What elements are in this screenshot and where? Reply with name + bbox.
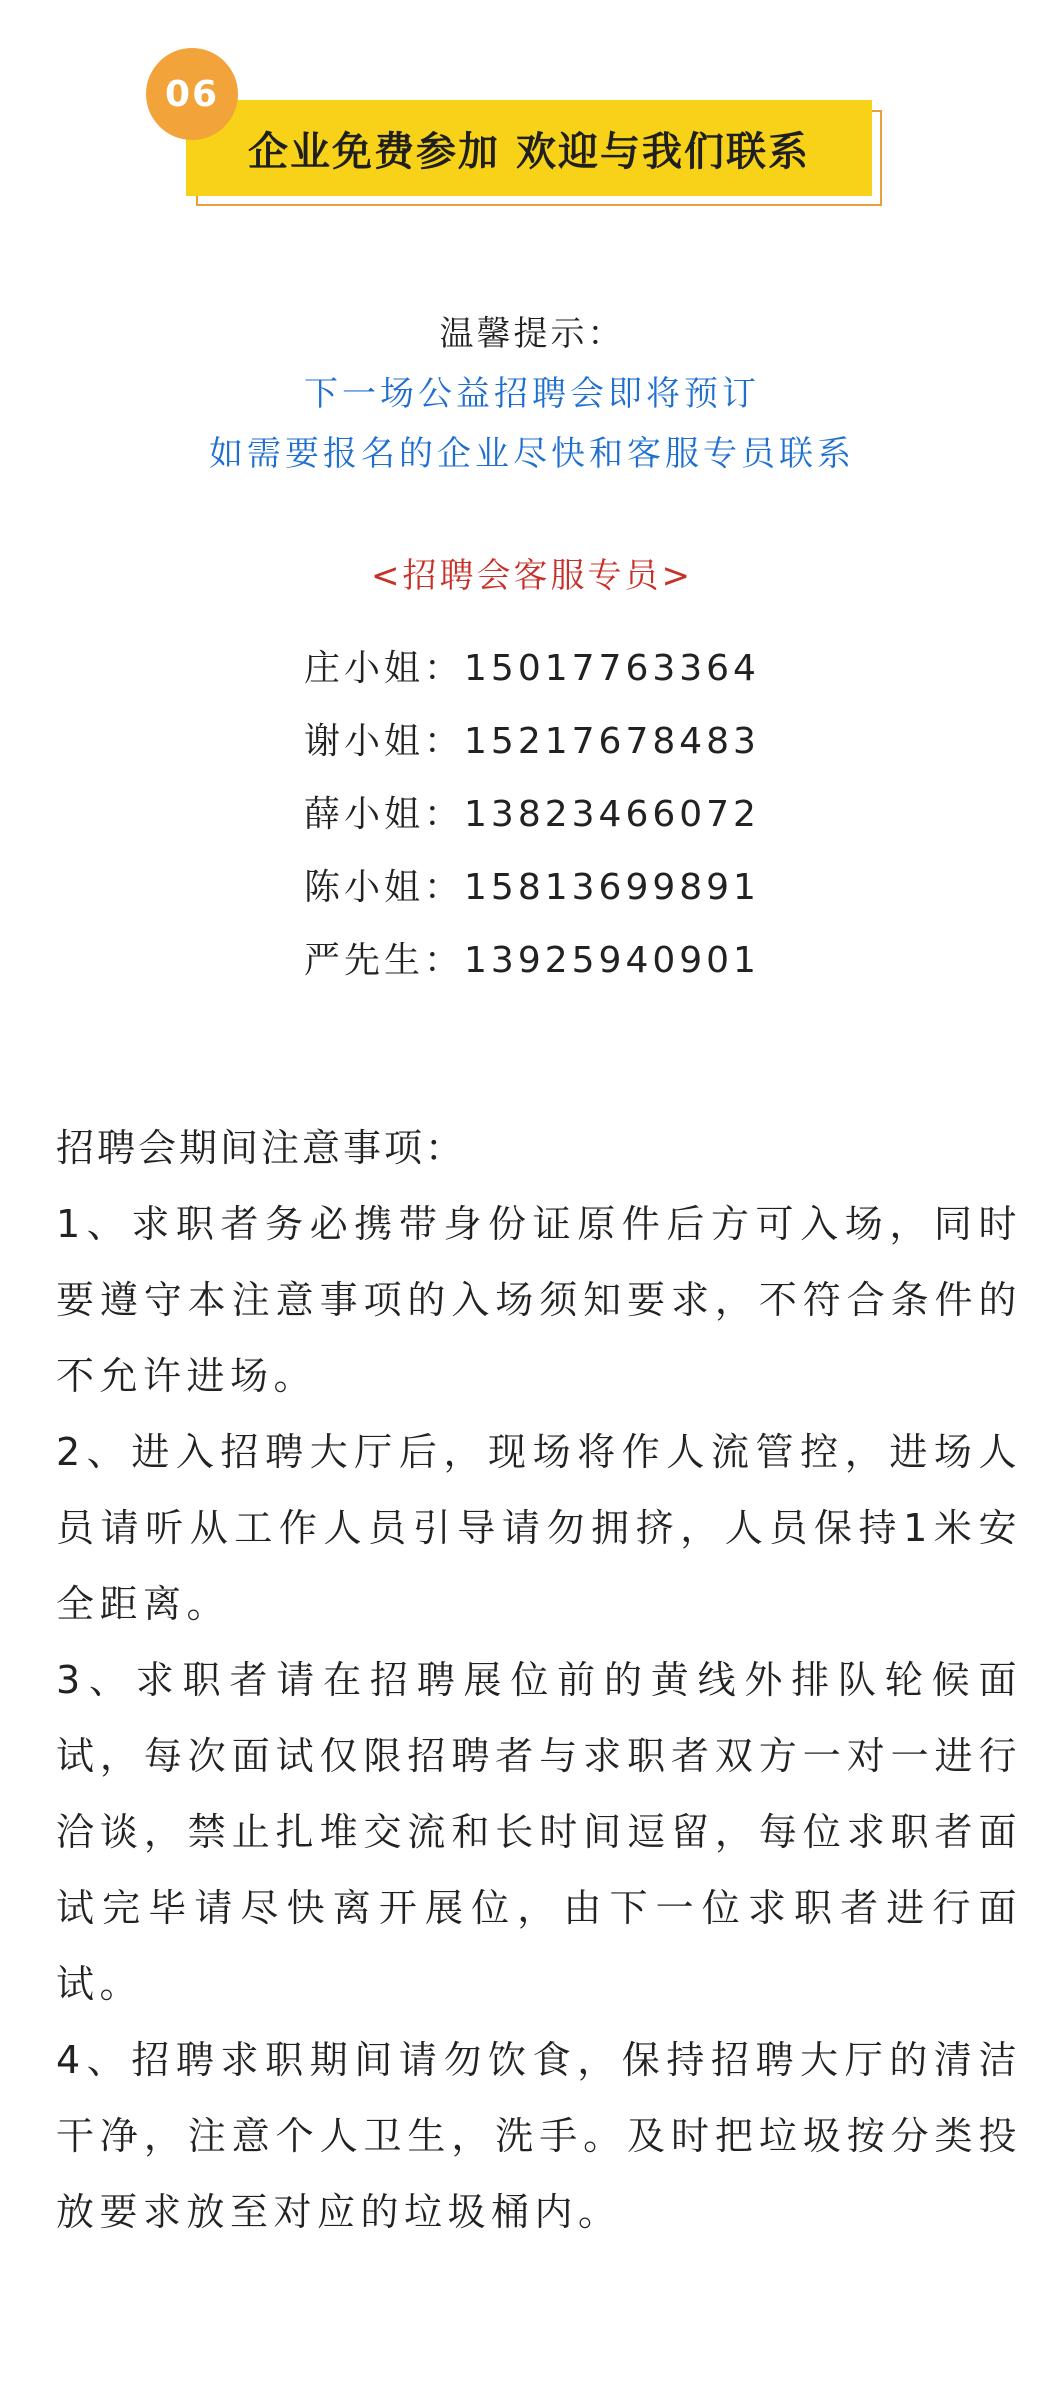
contact-item: 庄小姐：15017763364	[304, 648, 760, 689]
section-header	[164, 48, 886, 212]
note-item: 2、进入招聘大厅后，现场将作人流管控，进场人员请听从工作人员引导请勿拥挤，人员保持1米安全距离。	[56, 1430, 1022, 1626]
note-item: 3、求职者请在招聘展位前的黄线外排队轮候面试，每次面试仅限招聘者与求职者双方一对一进行洽谈，禁止扎堆交流和长时间逗留，每位求职者面试完毕请尽快离开展位，由下一位求职者进行面试。	[56, 1658, 1022, 2006]
note-item: 4、招聘求职期间请勿饮食，保持招聘大厅的清洁干净，注意个人卫生，洗手。及时把垃圾按分类投放要求放至对应的垃圾桶内。	[56, 2038, 1022, 2234]
contact-list	[0, 632, 1064, 997]
tips-title: 温馨提示：	[439, 314, 625, 354]
contact-item: 谢小姐：15217678483	[304, 721, 760, 762]
contact-item: 陈小姐：15813699891	[304, 867, 760, 908]
banner-title: 企业免费参加 欢迎与我们联系	[186, 100, 872, 196]
tips-line-contact-service: 如需要报名的企业尽快和客服专员联系	[209, 434, 855, 474]
service-staff-title: <招聘会客服专员>	[371, 556, 693, 596]
contact-item: 严先生：13925940901	[304, 940, 760, 981]
tips-line-next-fair: 下一场公益招聘会即将预订	[304, 374, 760, 414]
section-number-badge: 06	[146, 48, 238, 140]
notes-section	[56, 1110, 1022, 2250]
contact-item: 薛小姐：13823466072	[304, 794, 760, 835]
notes-title: 招聘会期间注意事项：	[56, 1126, 467, 1170]
note-item: 1、求职者务必携带身份证原件后方可入场，同时要遵守本注意事项的入场须知要求，不符合条件的不允许进场。	[56, 1202, 1022, 1398]
